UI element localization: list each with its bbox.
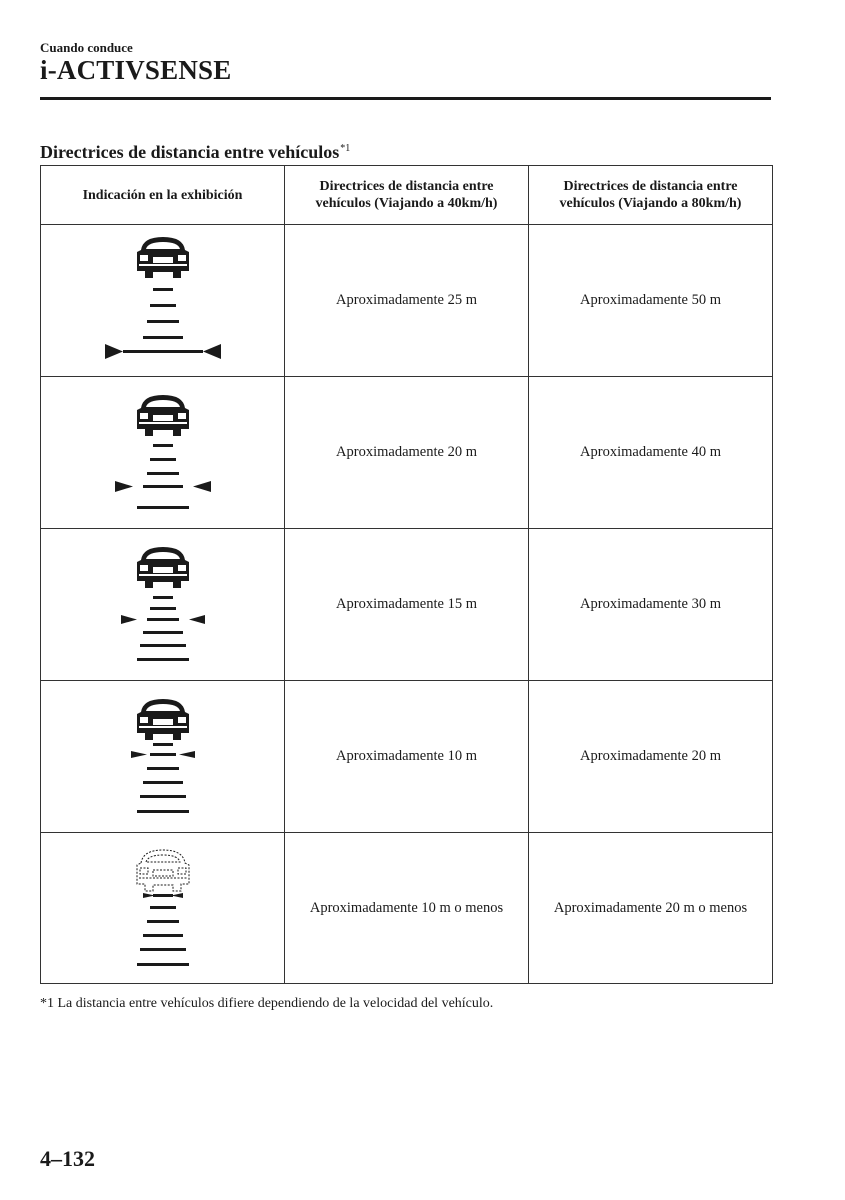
car-icon xyxy=(137,699,189,740)
indicator-cell xyxy=(41,225,285,377)
section-label: Cuando conduce xyxy=(40,40,133,55)
distance-indicator-level-2-icon xyxy=(103,543,223,667)
indicator-cell xyxy=(41,529,285,681)
table-title xyxy=(40,142,350,163)
table-row xyxy=(41,833,773,984)
section-title: i-ACTIVSENSE xyxy=(40,55,232,85)
indicator-cell xyxy=(41,833,285,984)
distance-40kmh: Aproximadamente 10 m o menos xyxy=(285,833,529,984)
distance-80kmh: Aproximadamente 50 m xyxy=(529,225,773,377)
header-80kmh: Directrices de distancia entre vehículos (Viajando a 80km/h) xyxy=(529,166,773,225)
table-row xyxy=(41,681,773,833)
table-row xyxy=(41,377,773,529)
table-row xyxy=(41,225,773,377)
page-number: 4–132 xyxy=(40,1146,95,1171)
car-icon xyxy=(137,237,189,278)
footnote: *1 La distancia entre vehículos difiere dependiendo de la velocidad del vehículo. xyxy=(40,996,494,1011)
distance-80kmh: Aproximadamente 30 m xyxy=(529,529,773,681)
table-title-footnote-ref: *1 xyxy=(340,143,351,154)
distance-indicator-close-dashed-icon xyxy=(103,846,223,970)
distance-40kmh: Aproximadamente 20 m xyxy=(285,377,529,529)
distance-80kmh: Aproximadamente 20 m xyxy=(529,681,773,833)
header-40kmh: Directrices de distancia entre vehículos (Viajando a 40km/h) xyxy=(285,166,529,225)
table-row xyxy=(41,529,773,681)
distance-indicator-level-3-icon xyxy=(103,391,223,515)
distance-indicator-level-1-icon xyxy=(103,695,223,819)
table-header-row xyxy=(41,166,773,225)
indicator-cell xyxy=(41,377,285,529)
indicator-cell xyxy=(41,681,285,833)
title-rule xyxy=(40,97,771,100)
distance-40kmh: Aproximadamente 15 m xyxy=(285,529,529,681)
distance-80kmh: Aproximadamente 40 m xyxy=(529,377,773,529)
distance-40kmh: Aproximadamente 25 m xyxy=(285,225,529,377)
car-outline-dashed-icon xyxy=(137,850,189,891)
header-indicator: Indicación en la exhibición xyxy=(41,166,285,225)
car-icon xyxy=(137,547,189,588)
distance-guide-table xyxy=(40,165,773,984)
table-title-text: Directrices de distancia entre vehículos xyxy=(40,142,340,162)
distance-40kmh: Aproximadamente 10 m xyxy=(285,681,529,833)
car-icon xyxy=(137,395,189,436)
distance-indicator-level-4-icon xyxy=(103,233,223,369)
distance-80kmh: Aproximadamente 20 m o menos xyxy=(529,833,773,984)
